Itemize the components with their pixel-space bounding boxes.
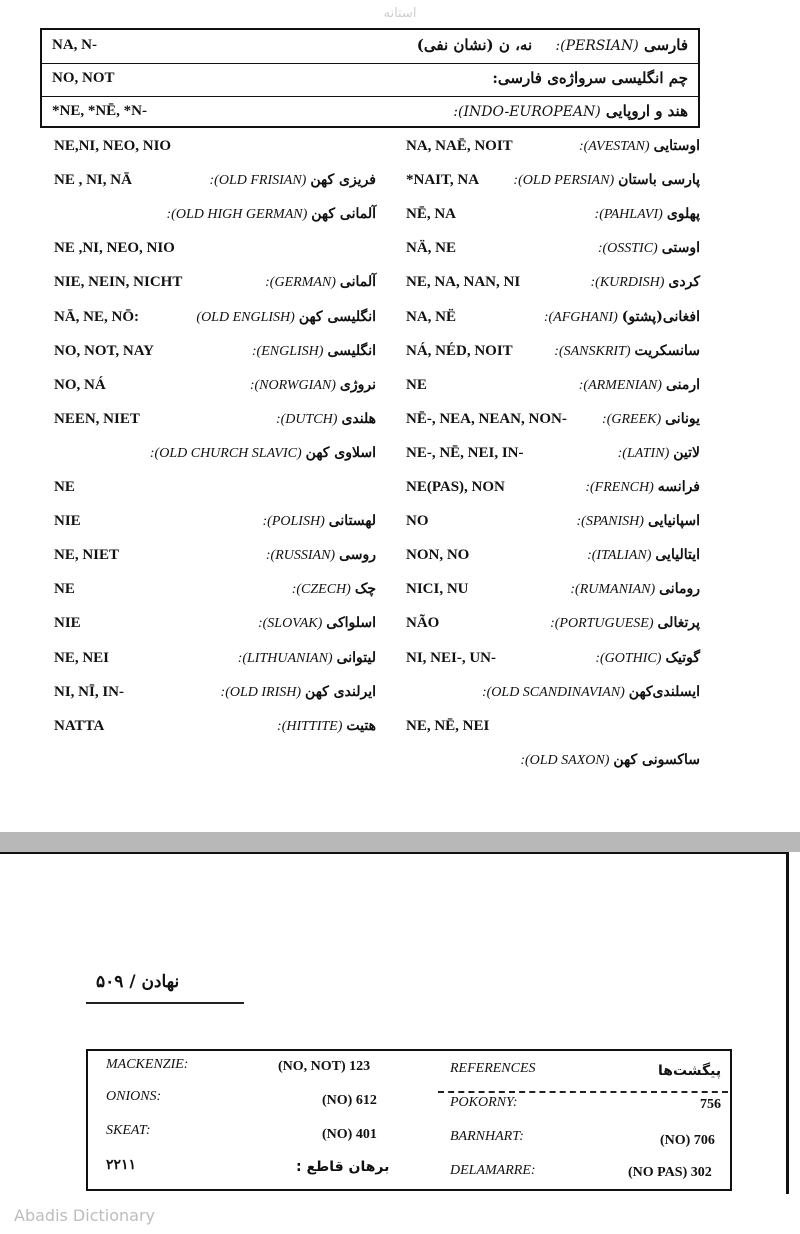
language-name-fa: نروژی bbox=[339, 376, 376, 393]
language-name-fa: اسپانیایی bbox=[647, 513, 700, 530]
entry-value: NIE bbox=[54, 513, 81, 530]
ref-left-name: MACKENZIE: bbox=[106, 1057, 189, 1072]
persian-label: (PERSIAN): bbox=[555, 38, 639, 54]
ref-left-value: (NO) 401 bbox=[322, 1127, 377, 1142]
language-name-fa: اسلواکی bbox=[326, 615, 376, 632]
entry-value: NI, NEI-, UN- bbox=[406, 649, 496, 666]
language-name-fa: لیتوانی bbox=[336, 649, 376, 666]
entry-language bbox=[577, 513, 700, 530]
language-name-fa: هتیت bbox=[346, 717, 376, 734]
ref-right-name: POKORNY: bbox=[450, 1095, 518, 1110]
language-label: (AVESTAN): bbox=[578, 139, 650, 154]
ref-right-name: DELAMARRE: bbox=[450, 1163, 536, 1178]
ie-name: هند و اروپایی bbox=[605, 102, 688, 120]
entry-row bbox=[40, 609, 702, 639]
ie-entry bbox=[453, 102, 688, 120]
entry-value: NATTA bbox=[54, 717, 105, 734]
language-label: (GREEK): bbox=[602, 411, 662, 427]
language-name-fa: رومانی bbox=[659, 581, 700, 598]
page-number-underline bbox=[86, 1002, 244, 1004]
entry-row bbox=[40, 166, 702, 196]
language-name-fa: چک bbox=[354, 581, 376, 598]
entry-value: NE ,NI, NEO, NIO bbox=[54, 240, 175, 257]
language-label: (RUSSIAN): bbox=[265, 548, 336, 564]
entry-language bbox=[591, 274, 700, 291]
language-label: (SANSKRIT): bbox=[554, 343, 631, 359]
entry-value: NĀ, NE, NŌ: bbox=[54, 308, 139, 325]
entry-language bbox=[598, 240, 700, 257]
entry-language bbox=[587, 547, 700, 564]
entry-value: NICI, NU bbox=[406, 581, 469, 598]
ref-left-name: SKEAT: bbox=[106, 1123, 151, 1138]
entry-value: NE, NIET bbox=[54, 547, 120, 564]
entry-language bbox=[544, 309, 700, 326]
language-label: (OLD IRISH): bbox=[220, 684, 302, 700]
entry-language bbox=[570, 581, 700, 598]
entry-row bbox=[40, 268, 702, 298]
entry-row bbox=[40, 371, 702, 401]
entry-value: NIE, NEIN, NICHT bbox=[54, 274, 183, 291]
language-label: (CZECH): bbox=[291, 582, 351, 598]
entry-language bbox=[550, 615, 700, 632]
language-label: (ITALIAN): bbox=[587, 548, 652, 564]
entry-language bbox=[579, 377, 700, 394]
language-name-fa: گوتیک bbox=[665, 649, 700, 666]
entry-value: NEEN, NIET bbox=[54, 410, 140, 427]
language-label: (SLOVAK): bbox=[257, 616, 323, 632]
entry-value: *NAIT, NA bbox=[406, 172, 480, 189]
entry-row bbox=[40, 303, 702, 333]
entry-value: NA, NAĒ, NOIT bbox=[406, 138, 513, 154]
language-name-fa: پهلوی bbox=[666, 206, 700, 223]
entry-row bbox=[40, 678, 702, 708]
entry-value: NE,NI, NEO, NIO bbox=[54, 138, 172, 154]
header-row-persian bbox=[42, 30, 698, 64]
language-name-fa: ساکسونی کهن bbox=[613, 751, 700, 768]
ref-right-value: (NO PAS) 302 bbox=[628, 1165, 712, 1180]
entry-language bbox=[696, 718, 700, 735]
page-divider bbox=[0, 832, 800, 852]
ref-left-name: ۲۲۱۱ bbox=[106, 1158, 137, 1173]
page-number: نهادن / ۵۰۹ bbox=[96, 972, 180, 992]
language-label: (OLD HIGH GERMAN): bbox=[166, 207, 308, 223]
language-label: (RUMANIAN): bbox=[570, 582, 656, 598]
language-name-fa: لهستانی bbox=[328, 513, 376, 530]
language-label: (OLD FRISIAN): bbox=[209, 173, 307, 189]
watermark-bottom: Abadis Dictionary bbox=[14, 1206, 155, 1225]
entry-row bbox=[40, 541, 702, 571]
language-name-fa: یونانی bbox=[665, 410, 700, 427]
entry-language bbox=[520, 752, 700, 769]
entry-value: NĒ-, NEA, NEAN, NON- bbox=[406, 410, 567, 427]
entry-value: NÃO bbox=[406, 615, 440, 632]
ie-value: *NE, *NĒ, *N- bbox=[52, 103, 148, 119]
language-label: (SPANISH): bbox=[576, 514, 644, 530]
references-fa: پیگشت‌ها bbox=[658, 1063, 722, 1079]
references-label: REFERENCES bbox=[450, 1061, 536, 1076]
language-name-fa: اسلاوی کهن bbox=[305, 444, 376, 461]
english-line: چم انگلیسی سرواژه‌ی فارسی: bbox=[492, 69, 688, 87]
persian-value: NA, N- bbox=[52, 37, 97, 53]
language-label: (DUTCH): bbox=[275, 411, 338, 427]
language-label: (OLD SAXON): bbox=[520, 752, 610, 768]
entry-row bbox=[40, 132, 702, 162]
persian-name: فارسی bbox=[643, 36, 688, 54]
language-label: (LITHUANIAN): bbox=[237, 650, 333, 666]
language-label: (ARMENIAN): bbox=[578, 377, 662, 393]
language-label: (KURDISH): bbox=[590, 275, 665, 291]
language-label: (OLD ENGLISH) bbox=[196, 309, 295, 325]
language-name-fa: پرتغالی bbox=[657, 615, 700, 632]
entry-value: NIE bbox=[54, 615, 81, 632]
dictionary-page-top bbox=[40, 28, 702, 828]
language-label: (ENGLISH): bbox=[251, 343, 324, 359]
language-label: (OLD SCANDINAVIAN): bbox=[481, 684, 625, 700]
entry-value: NE bbox=[54, 581, 75, 598]
references-dash bbox=[438, 1091, 728, 1093]
language-name-fa: هلندی bbox=[341, 410, 376, 427]
language-name-fa: انگلیسی کهن bbox=[298, 308, 376, 325]
entry-value: NON, NO bbox=[406, 547, 470, 564]
entry-row bbox=[40, 473, 702, 503]
language-label: (PAHLAVI): bbox=[594, 207, 663, 223]
entry-row bbox=[40, 644, 702, 674]
entry-value: NÁ, NÉD, NOIT bbox=[406, 342, 513, 359]
entry-value: NÄ, NE bbox=[406, 240, 457, 257]
entry-value: NE, NEI bbox=[54, 649, 110, 666]
language-name-fa: سانسکریت bbox=[634, 342, 700, 359]
language-label: (HITTITE): bbox=[277, 718, 343, 734]
entry-language bbox=[602, 411, 700, 428]
language-label: (LATIN): bbox=[617, 445, 670, 461]
entry-value: NE(PAS), NON bbox=[406, 479, 505, 495]
entry-value: NO, NOT, NAY bbox=[54, 342, 155, 359]
entry-language bbox=[595, 206, 700, 223]
entry-value: NE bbox=[54, 479, 75, 495]
entry-value: NE , NI, NĀ bbox=[54, 172, 132, 189]
ie-label: (INDO-EUROPEAN): bbox=[453, 104, 601, 120]
language-name-fa: اوستایی bbox=[653, 138, 700, 154]
language-name-fa: آلمانی bbox=[339, 274, 376, 291]
entry-language bbox=[595, 650, 700, 667]
language-name-fa: افغانی(پشتو) bbox=[621, 308, 700, 325]
language-name-fa: آلمانی کهن bbox=[311, 206, 376, 223]
ref-left-value: برهان قاطع : bbox=[296, 1159, 390, 1175]
language-label: (GOTHIC): bbox=[595, 650, 662, 666]
language-label: (AFGHANI): bbox=[543, 309, 618, 325]
entry-value: NĒ, NA bbox=[406, 206, 457, 223]
language-name-fa: کردی bbox=[668, 274, 700, 291]
english-value: NO, NOT bbox=[52, 70, 115, 86]
language-label: (OLD CHURCH SLAVIC): bbox=[149, 445, 302, 461]
entry-value: NO bbox=[406, 513, 429, 530]
language-name-fa: اوستی bbox=[661, 240, 700, 257]
language-label: (FRENCH): bbox=[585, 480, 654, 495]
language-name-fa: فرانسه bbox=[657, 479, 700, 495]
language-name-fa: ایسلندی‌کهن bbox=[628, 683, 700, 700]
entry-value: NO, NÁ bbox=[54, 376, 106, 393]
ref-left-value: (NO, NOT) 123 bbox=[278, 1059, 371, 1074]
language-label: (PORTUGUESE): bbox=[550, 616, 654, 632]
entry-value: NI, NĪ, IN- bbox=[54, 683, 125, 700]
language-label: (OLD PERSIAN): bbox=[513, 173, 615, 189]
entry-value: NA, NË bbox=[406, 308, 457, 325]
entry-value: NE-, NĒ, NEI, IN- bbox=[406, 444, 524, 461]
entry-language bbox=[482, 684, 700, 701]
ref-left-value: (NO) 612 bbox=[322, 1093, 377, 1108]
header-box bbox=[40, 28, 700, 128]
entry-language bbox=[579, 138, 700, 155]
entry-language bbox=[513, 172, 700, 189]
entry-row bbox=[40, 337, 702, 367]
language-label: (GERMAN): bbox=[265, 275, 336, 291]
entry-row bbox=[40, 405, 702, 435]
language-label: (OSSTIC): bbox=[597, 241, 658, 257]
entry-value: NE, NA, NAN, NI bbox=[406, 274, 521, 291]
language-name-fa: روسی bbox=[339, 547, 376, 564]
entry-language bbox=[554, 343, 700, 360]
ref-left-name: ONIONS: bbox=[106, 1089, 162, 1104]
language-name-fa: ایتالیایی bbox=[655, 547, 700, 564]
language-name-fa: انگلیسی bbox=[327, 342, 376, 359]
entry-row bbox=[40, 507, 702, 537]
references-box bbox=[86, 1049, 732, 1191]
language-name-fa: ایرلندی کهن bbox=[305, 683, 376, 700]
ref-right-name: BARNHART: bbox=[450, 1129, 524, 1144]
language-name-fa: لاتین bbox=[673, 444, 700, 461]
language-label: (POLISH): bbox=[262, 514, 325, 530]
entry-value: NE bbox=[406, 376, 427, 393]
watermark-top: استانه bbox=[383, 6, 417, 21]
entry-row bbox=[40, 234, 702, 264]
entry-row bbox=[40, 712, 702, 742]
header-row-indo-european bbox=[42, 96, 698, 129]
dictionary-page-bottom bbox=[0, 852, 800, 1234]
entry-value: NE, NĒ, NEI bbox=[406, 717, 490, 734]
language-name-fa: فریزی کهن bbox=[310, 172, 376, 189]
entry-row bbox=[40, 746, 702, 776]
entry-language bbox=[585, 479, 700, 496]
header-row-english bbox=[42, 63, 698, 97]
ref-right-value: (NO) 706 bbox=[660, 1133, 715, 1148]
ref-right-value: 756 bbox=[700, 1097, 721, 1112]
language-name-fa: پارسی باستان bbox=[618, 172, 700, 189]
language-label: (NORWGIAN): bbox=[249, 377, 336, 393]
entry-row bbox=[40, 575, 702, 605]
entry-language bbox=[618, 445, 700, 462]
entry-row bbox=[40, 439, 702, 469]
persian-entry bbox=[417, 36, 688, 54]
persian-gloss: نه، ن (نشان نفی) bbox=[416, 36, 533, 54]
entry-row bbox=[40, 200, 702, 230]
language-name-fa: ارمنی bbox=[665, 376, 700, 393]
